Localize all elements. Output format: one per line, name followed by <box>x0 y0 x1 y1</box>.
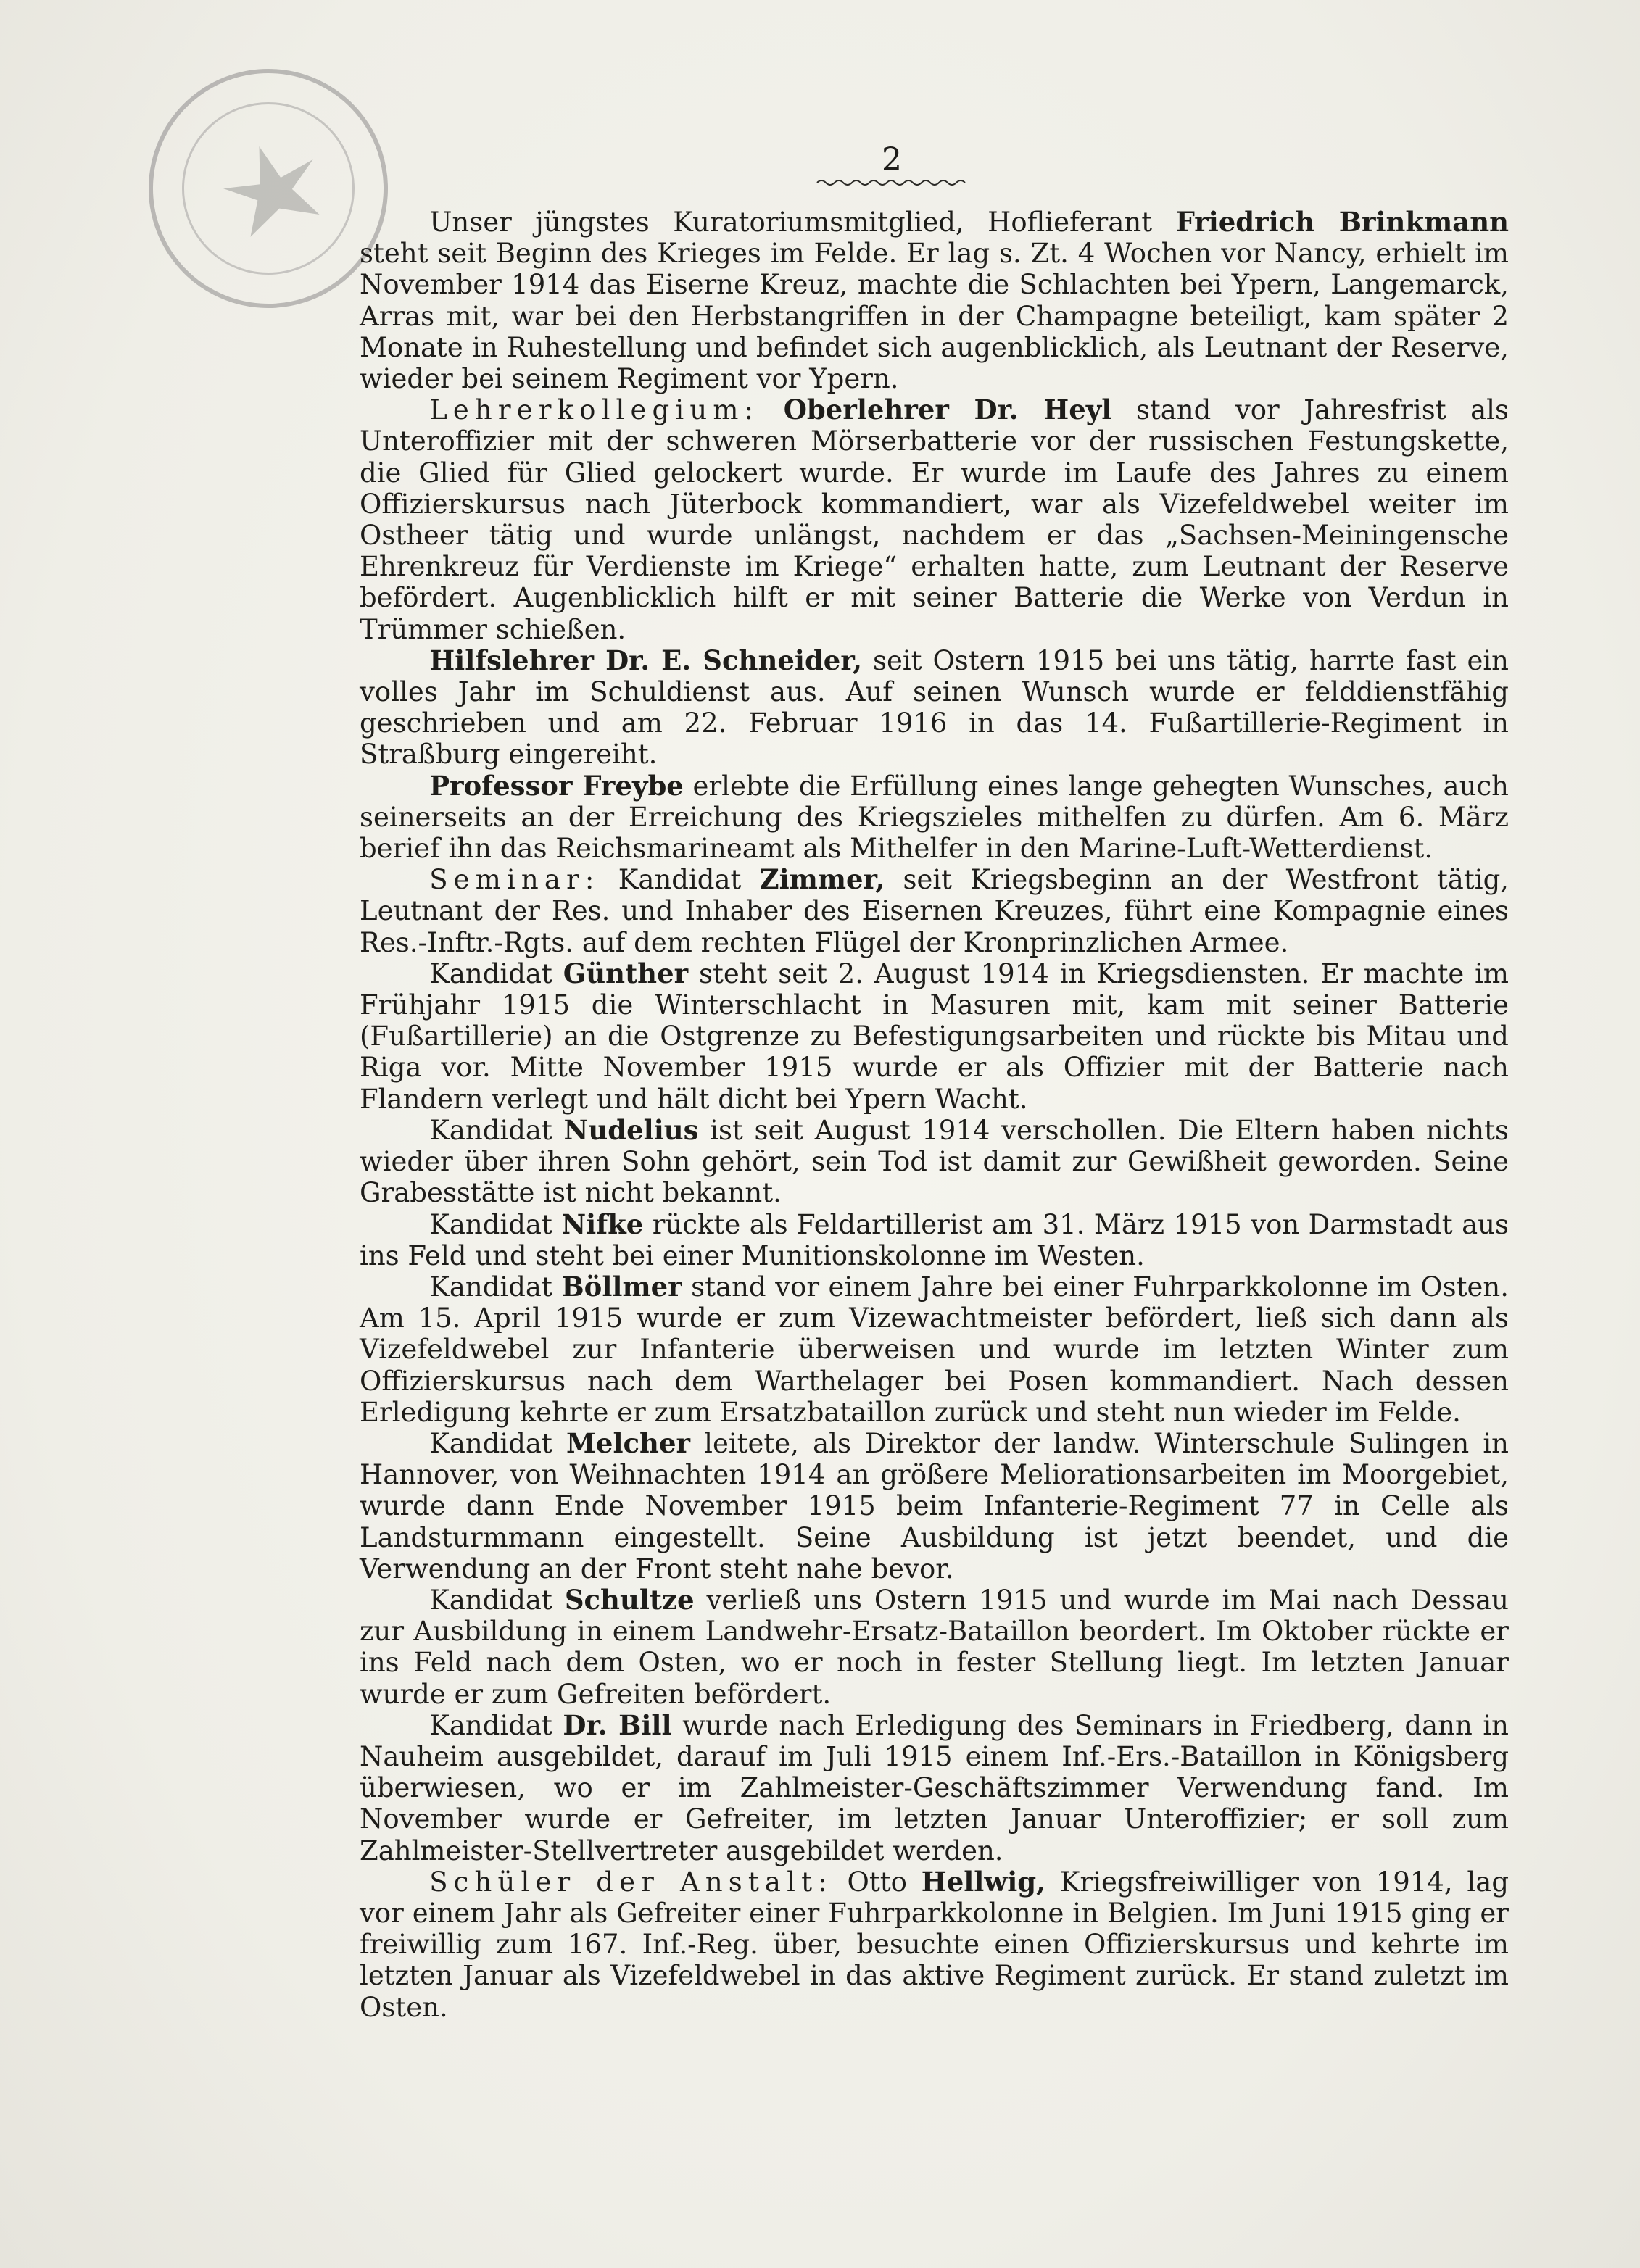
person-name: Dr. Bill <box>563 1708 672 1741</box>
person-name: Professor Freybe <box>429 769 684 802</box>
page-number: 2 <box>882 141 902 178</box>
paragraph-freybe: Professor Freybe erlebte die Erfüllung eines lange gehegten Wunsches, auch seinerseits an der Erreichung des Kriegszieles mithelfen zu dürfen. Am 6. März berief ihn das Reichsmarineamt als Mithelfer in den Marine-Luft-Wetterdienst. <box>360 769 1509 865</box>
person-name: Schultze <box>564 1583 695 1616</box>
ornament-line-icon <box>816 177 968 188</box>
paragraph-hellwig: Schüler der Anstalt: Otto Hellwig, Kriegsfreiwilliger von 1914, lag vor einem Jahr als Gefreiter einer Fuhrparkkolonne in Belgien. Im Juni 1915 ging er freiwillig zum 167. Inf.-Reg. über, besuchte einen Offizierskursus und kehrte im letzten Januar als Vizefeldwebel in das aktive Regiment zurück. Er stand zuletzt im Osten. <box>360 1865 1509 2023</box>
paragraph-melcher: Kandidat Melcher leitete, als Direktor der landw. Winterschule Sulingen in Hannover, von Weihnachten 1914 an größere Meliorationsarbeiten im Moorgebiet, wurde dann Ende November 1915 beim Infanterie-Regiment 77 in Celle als Landsturmmann eingestellt. Seine Ausbildung ist jetzt beendet, und die Verwendung an der Front steht nahe bevor. <box>360 1426 1509 1584</box>
article-body <box>360 207 1509 2023</box>
person-name: Oberlehrer Dr. Heyl <box>783 394 1112 426</box>
person-name: Hilfslehrer Dr. E. Schneider, <box>429 644 863 676</box>
person-name: Böllmer <box>561 1270 682 1303</box>
section-heading-lehrerkollegium: Lehrerkollegium: <box>429 394 760 426</box>
person-name: Hellwig, <box>921 1865 1046 1898</box>
paragraph-boellmer: Kandidat Böllmer stand vor einem Jahre bei einer Fuhrparkkolonne im Osten. Am 15. April 1915 wurde er zum Vizewachtmeister befördert, ließ sich dann als Vizefeldwebel zur Infanterie überweisen und wurde im letzten Winter zum Offizierskursus nach dem Warthelager bei Posen kommandiert. Nach dessen Erledigung kehrte er zum Ersatzbataillon zurück und steht nun wieder im Felde. <box>360 1270 1509 1428</box>
paragraph-nudelius: Kandidat Nudelius ist seit August 1914 verschollen. Die Eltern haben nichts wieder über ihren Sohn gehört, sein Tod ist damit zur Gewißheit geworden. Seine Grabesstätte ist nicht bekannt. <box>360 1113 1509 1209</box>
section-heading-schueler: Schüler der Anstalt: <box>429 1866 833 1898</box>
paragraph-zimmer: Seminar: Kandidat Zimmer, seit Kriegsbeginn an der Westfront tätig, Leutnant der Res. und Inhaber des Eisernen Kreuzes, führt eine Kompagnie eines Res.-Inftr.-Rgts. auf dem rechten Flügel der Kronprinzlichen Armee. <box>360 863 1509 958</box>
person-name: Nifke <box>561 1208 644 1240</box>
paragraph-bill: Kandidat Dr. Bill wurde nach Erledigung des Seminars in Friedberg, dann in Nauheim ausgebildet, darauf im Juli 1915 einem Inf.-Ers.-Bataillon in Königsberg überwiesen, wo er im Zahlmeister-Geschäftszimmer Verwendung fand. Im November wurde er Gefreiter, im letzten Januar Unteroffizier; er soll zum Zahlmeister-Stellvertreter ausgebildet werden. <box>360 1708 1509 1866</box>
paragraph-schneider: Hilfslehrer Dr. E. Schneider, seit Ostern 1915 bei uns tätig, harrte fast ein volles Jahr im Schuldienst aus. Auf seinen Wunsch wurde er felddienstfähig geschrieben und am 22. Februar 1916 in das 14. Fußartillerie-Regiment in Straßburg eingereiht. <box>360 644 1509 770</box>
paragraph-guenther: Kandidat Günther steht seit 2. August 1914 in Kriegsdiensten. Er machte im Frühjahr 1915 die Winterschlacht in Masuren mit, kam mit seiner Batterie (Fußartillerie) an die Ostgrenze zu Befestigungsarbeiten und rückte bis Mitau und Riga vor. Mitte November 1915 wurde er als Offizier mit der Batterie nach Flandern verlegt und hält dicht bei Ypern Wacht. <box>360 957 1509 1115</box>
paragraph-brinkmann: Unser jüngstes Kuratoriumsmitglied, Hoflieferant Friedrich Brinkmann steht seit Beginn des Krieges im Felde. Er lag s. Zt. 4 Wochen vor Nancy, erhielt im November 1914 das Eiserne Kreuz, machte die Schlachten bei Ypern, Langemarck, Arras mit, war bei den Herbstangriffen in der Champagne beteiligt, kam später 2 Monate in Ruhestellung und befindet sich augenblicklich, als Leutnant der Reserve, wieder bei seinem Regiment vor Ypern. <box>360 206 1509 395</box>
person-name: Melcher <box>566 1426 690 1459</box>
person-name: Zimmer, <box>759 863 885 896</box>
person-name: Günther <box>563 957 689 989</box>
person-name: Nudelius <box>563 1113 699 1146</box>
paragraph-nifke: Kandidat Nifke rückte als Feldartillerist am 31. März 1915 von Darmstadt aus ins Feld und steht bei einer Munitionskolonne im Westen. <box>360 1208 1509 1271</box>
person-name: Friedrich Brinkmann <box>1175 206 1509 238</box>
section-heading-seminar: Seminar: <box>429 864 600 896</box>
paragraph-schultze: Kandidat Schultze verließ uns Ostern 1915 und wurde im Mai nach Dessau zur Ausbildung in einem Landwehr-Ersatz-Bataillon beordert. Im Oktober rückte er ins Feld nach dem Osten, wo er noch in fester Stellung liegt. Im letzten Januar wurde er zum Gefreiten befördert. <box>360 1583 1509 1710</box>
paragraph-heyl: Lehrerkollegium: Oberlehrer Dr. Heyl stand vor Jahresfrist als Unteroffizier mit der schweren Mörserbatterie vor der russischen Festungskette, die Glied für Glied gelockert wurde. Er wurde im Laufe des Jahres zu einem Offizierskursus nach Jüterbock kommandiert, war als Vizefeldwebel weiter im Ostheer tätig und wurde unlängst, nachdem er das „Sachsen-Meiningensche Ehrenkreuz für Verdienste im Kriege“ erhalten hatte, zum Leutnant der Reserve befördert. Augenblicklich hilft er mit seiner Batterie die Werke von Verdun in Trümmer schießen. <box>360 394 1509 645</box>
